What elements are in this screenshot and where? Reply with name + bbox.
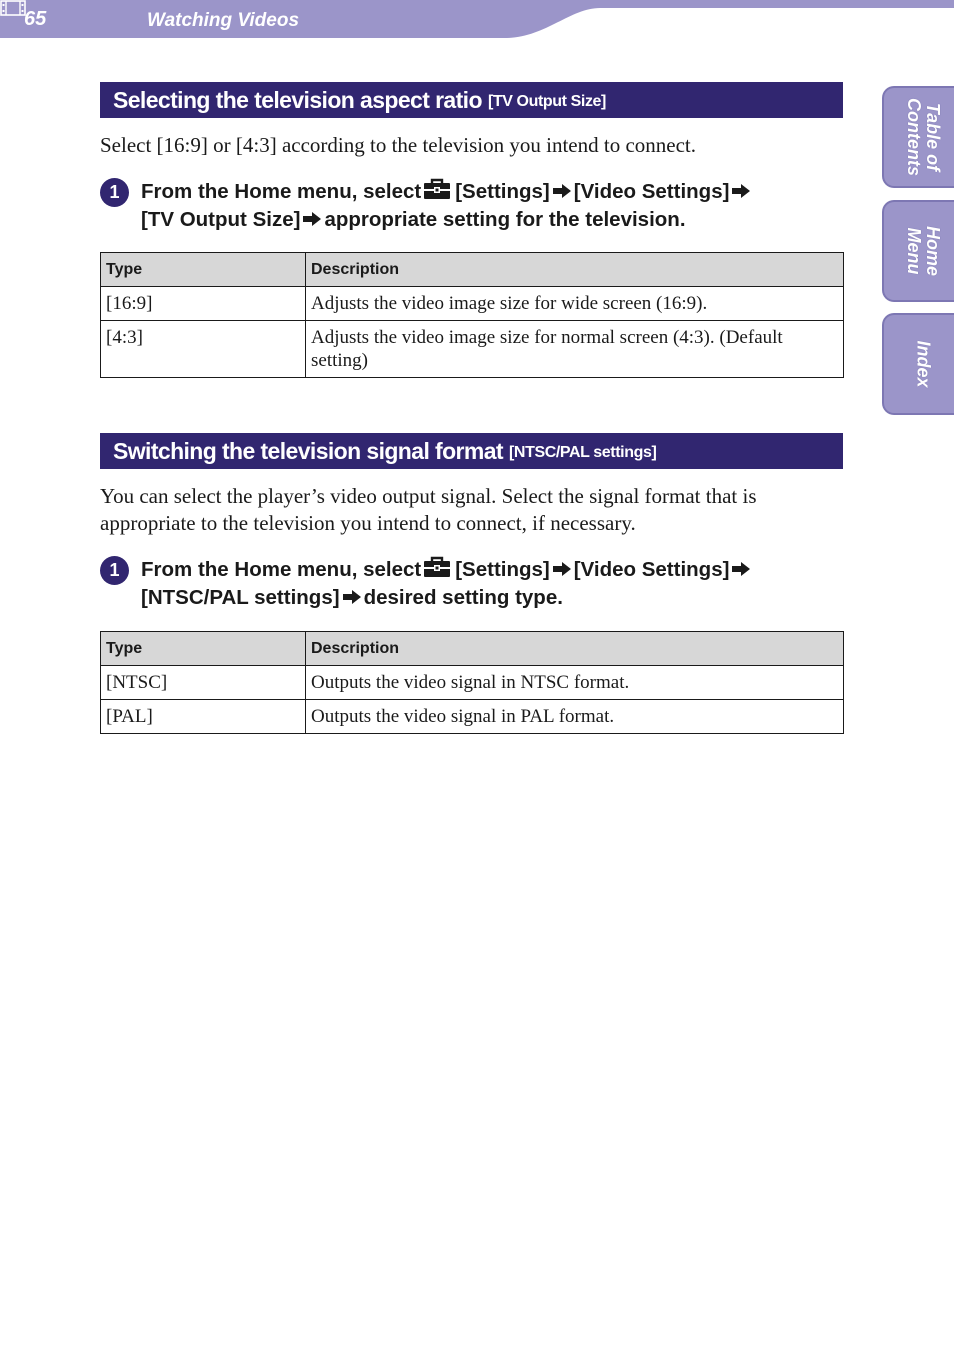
settings-table-tv-output [100,252,844,378]
tab-home-menu-label: Home Menu [904,225,943,277]
table-cell-type: [16:9] [101,287,306,321]
column-header-description: Description [306,253,844,287]
table-row [101,287,844,321]
step-text-part: From the Home menu, select [141,180,422,203]
tab-index[interactable] [882,313,954,415]
arrow-right-icon [342,589,362,605]
tab-table-of-contents[interactable] [882,86,954,188]
step-text-part: [Settings] [455,558,550,581]
arrow-right-icon [552,183,572,199]
heading-main: Selecting the television aspect ratio [113,86,482,113]
tab-table-of-contents-label: Table of Contents [904,98,943,176]
section-heading-aspect-ratio [100,82,843,118]
tab-home-menu[interactable] [882,200,954,302]
step-instruction [100,178,840,234]
step-text-part: [Settings] [455,180,550,203]
step-text-part: [Video Settings] [573,180,730,203]
table-cell-type: [4:3] [101,321,306,378]
heading-sub: [NTSC/PAL settings] [509,443,657,461]
arrow-right-icon [731,561,751,577]
table-row [101,666,844,700]
heading-sub: [TV Output Size] [487,92,606,110]
settings-table-ntsc-pal [100,631,844,734]
table-cell-type: [PAL] [101,700,306,734]
page-number: 65 [24,8,47,30]
step-number-badge: 1 [100,178,129,207]
table-cell-description: Outputs the video signal in NTSC format. [306,666,844,700]
toolbox-icon [423,556,451,578]
table-cell-description: Adjusts the video image size for normal screen (4:3). (Default setting) [306,321,844,378]
column-header-type: Type [101,632,306,666]
film-icon [0,0,26,16]
column-header-description: Description [306,632,844,666]
section-heading-signal-format [100,433,843,469]
intro-text: You can select the player’s video output signal. Select the signal format that is appropriate to the television you intend to connect, if necessary. [100,484,757,535]
step-text-part: appropriate setting for the television. [324,208,686,231]
step-instruction [100,556,840,612]
arrow-right-icon [552,561,572,577]
step-text-part: [TV Output Size] [141,208,301,231]
step-text-part: From the Home menu, select [141,558,422,581]
page-header [0,0,954,40]
section-title: Watching Videos [147,10,300,31]
intro-text: Select [16:9] or [4:3] according to the television you intend to connect. [100,133,696,157]
heading-main: Switching the television signal format [113,437,503,464]
table-cell-type: [NTSC] [101,666,306,700]
toolbox-icon [423,178,451,200]
step-number-badge: 1 [100,556,129,585]
table-cell-description: Outputs the video signal in PAL format. [306,700,844,734]
column-header-type: Type [101,253,306,287]
step-text-part: [Video Settings] [573,558,730,581]
header-band [0,0,954,40]
arrow-right-icon [302,211,322,227]
table-cell-description: Adjusts the video image size for wide screen (16:9). [306,287,844,321]
step-text-part: [NTSC/PAL settings] [141,586,340,609]
table-row [101,321,844,378]
table-row [101,700,844,734]
arrow-right-icon [731,183,751,199]
table-header-row [101,632,844,666]
step-text-part: desired setting type. [363,586,563,609]
tab-index-label: Index [913,340,934,388]
table-header-row [101,253,844,287]
